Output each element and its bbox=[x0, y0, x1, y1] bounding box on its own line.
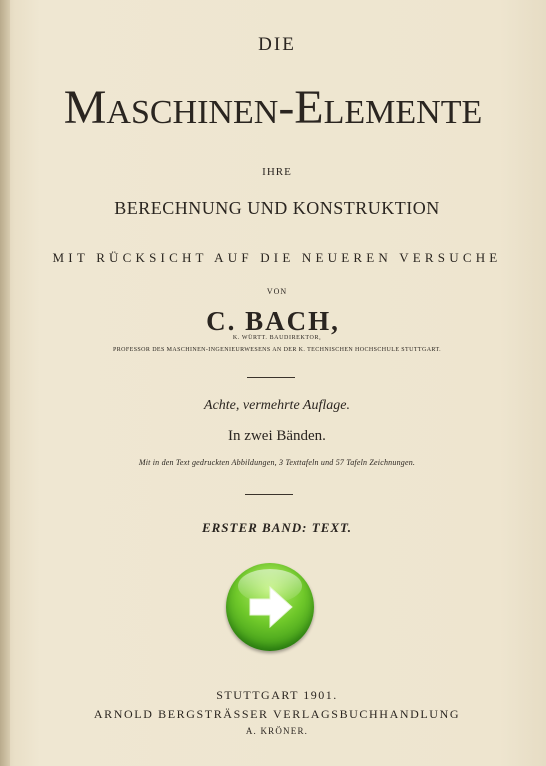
title-article: DIE bbox=[258, 34, 296, 55]
publisher: ARNOLD BERGSTRÄSSER VERLAGSBUCHHANDLUNG bbox=[93, 707, 461, 721]
divider-rule bbox=[245, 494, 293, 495]
author-title-2: PROFESSOR DES MASCHINEN-INGENIEURWESENS AN DER K. TECHNISCHEN HOCHSCHULE STUTTGART. bbox=[113, 347, 441, 353]
divider-rule bbox=[247, 377, 295, 378]
arrow-right-icon bbox=[226, 563, 314, 651]
illustrations-note: Mit in den Text gedruckten Abbildungen, 3 Texttafeln und 57 Tafeln Zeichnungen. bbox=[138, 458, 416, 467]
title-ihre: IHRE bbox=[262, 166, 292, 178]
title-cap-m: M bbox=[63, 81, 107, 134]
next-page-button[interactable] bbox=[226, 563, 314, 651]
subtitle: BERECHNUNG UND KONSTRUKTION bbox=[114, 198, 440, 218]
title-part-2: LEMENTE bbox=[323, 94, 483, 131]
place-year: STUTTGART 1901. bbox=[216, 688, 338, 702]
title-part-1: ASCHINEN bbox=[106, 94, 279, 131]
title-cap-e: E bbox=[294, 81, 324, 134]
author-name: C. BACH, bbox=[206, 306, 340, 336]
book-title bbox=[0, 80, 546, 135]
subtitle-2: MIT RÜCKSICHT AUF DIE NEUEREN VERSUCHE bbox=[52, 250, 502, 265]
by-line: VON bbox=[266, 287, 288, 296]
author-title-1: K. WÜRTT. BAUDIREKTOR, bbox=[232, 335, 322, 341]
volumes-note: In zwei Bänden. bbox=[228, 428, 326, 444]
edition-note: Achte, vermehrte Auflage. bbox=[204, 398, 350, 413]
publisher-owner: A. KRÖNER. bbox=[245, 726, 309, 736]
title-hyphen: - bbox=[278, 81, 295, 134]
volume-label: ERSTER BAND: TEXT. bbox=[201, 520, 353, 535]
